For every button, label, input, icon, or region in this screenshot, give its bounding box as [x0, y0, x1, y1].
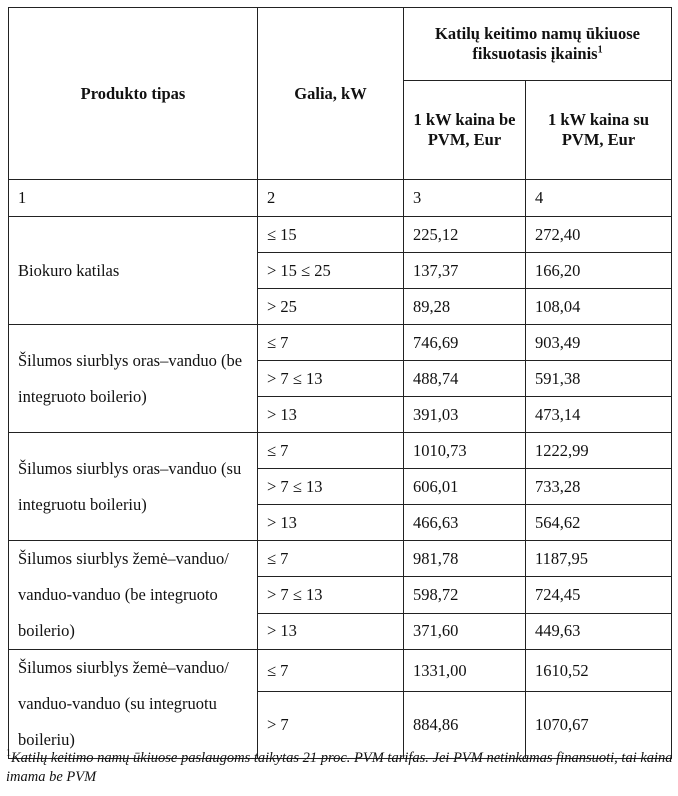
price-with-vat-cell: 1187,95 [526, 541, 672, 577]
power-cell: ≤ 15 [258, 217, 404, 253]
price-with-vat-cell: 272,40 [526, 217, 672, 253]
column-number: 1 [9, 180, 258, 217]
price-no-vat-cell: 598,72 [404, 577, 526, 613]
power-cell: > 7 [258, 692, 404, 759]
power-cell: > 7 ≤ 13 [258, 577, 404, 613]
price-with-vat-cell: 733,28 [526, 469, 672, 505]
table-row [9, 541, 672, 577]
product-cell: Šilumos siurblys oras–vanduo (su integruotu boileriu) [9, 433, 258, 541]
header-power: Galia, kW [258, 8, 404, 180]
power-cell: ≤ 7 [258, 541, 404, 577]
price-no-vat-cell: 884,86 [404, 692, 526, 759]
power-cell: ≤ 7 [258, 433, 404, 469]
column-number-row [9, 180, 672, 217]
column-number: 4 [526, 180, 672, 217]
header-price-with-vat: 1 kW kaina su PVM, Eur [526, 81, 672, 180]
price-with-vat-cell: 564,62 [526, 505, 672, 541]
power-cell: ≤ 7 [258, 325, 404, 361]
price-no-vat-cell: 89,28 [404, 289, 526, 325]
table-row [9, 217, 672, 253]
footnote-ref: 1 [597, 44, 603, 56]
price-no-vat-cell: 466,63 [404, 505, 526, 541]
price-with-vat-cell: 903,49 [526, 325, 672, 361]
price-with-vat-cell: 473,14 [526, 397, 672, 433]
footnote-text: Katilų keitimo namų ūkiuose paslaugoms taikytas 21 proc. PVM tarifas. Jei PVM netinkamas finansuoti, tai kaina imama be PVM [6, 750, 673, 785]
footnote [6, 749, 674, 787]
column-number: 3 [404, 180, 526, 217]
power-cell: > 7 ≤ 13 [258, 361, 404, 397]
table-row [9, 325, 672, 361]
price-no-vat-cell: 371,60 [404, 613, 526, 649]
header-fixed-rate [404, 8, 672, 81]
price-no-vat-cell: 225,12 [404, 217, 526, 253]
power-cell: ≤ 7 [258, 650, 404, 692]
product-cell: Šilumos siurblys žemė–vanduo/ vanduo-vanduo (be integruoto boilerio) [9, 541, 258, 650]
column-number: 2 [258, 180, 404, 217]
product-cell: Šilumos siurblys oras–vanduo (be integruoto boilerio) [9, 325, 258, 433]
price-no-vat-cell: 746,69 [404, 325, 526, 361]
power-cell: > 13 [258, 613, 404, 649]
price-table [8, 7, 672, 759]
price-with-vat-cell: 166,20 [526, 253, 672, 289]
price-with-vat-cell: 591,38 [526, 361, 672, 397]
power-cell: > 7 ≤ 13 [258, 469, 404, 505]
price-with-vat-cell: 1610,52 [526, 650, 672, 692]
product-cell: Biokuro katilas [9, 217, 258, 325]
price-no-vat-cell: 488,74 [404, 361, 526, 397]
table-row [9, 433, 672, 469]
footnote-marker: 1 [6, 748, 11, 760]
price-no-vat-cell: 606,01 [404, 469, 526, 505]
power-cell: > 25 [258, 289, 404, 325]
header-price-no-vat: 1 kW kaina be PVM, Eur [404, 81, 526, 180]
power-cell: > 13 [258, 505, 404, 541]
product-cell: Šilumos siurblys žemė–vanduo/ vanduo-vanduo (su integruotu boileriu) [9, 650, 258, 759]
price-with-vat-cell: 1222,99 [526, 433, 672, 469]
price-with-vat-cell: 449,63 [526, 613, 672, 649]
power-cell: > 13 [258, 397, 404, 433]
price-no-vat-cell: 981,78 [404, 541, 526, 577]
price-no-vat-cell: 391,03 [404, 397, 526, 433]
price-no-vat-cell: 137,37 [404, 253, 526, 289]
header-fixed-rate-label: Katilų keitimo namų ūkiuose fiksuotasis įkainis [435, 24, 640, 63]
header-product-type: Produkto tipas [9, 8, 258, 180]
power-cell: > 15 ≤ 25 [258, 253, 404, 289]
price-no-vat-cell: 1331,00 [404, 650, 526, 692]
price-with-vat-cell: 1070,67 [526, 692, 672, 759]
price-with-vat-cell: 724,45 [526, 577, 672, 613]
price-with-vat-cell: 108,04 [526, 289, 672, 325]
price-no-vat-cell: 1010,73 [404, 433, 526, 469]
table-row [9, 650, 672, 692]
